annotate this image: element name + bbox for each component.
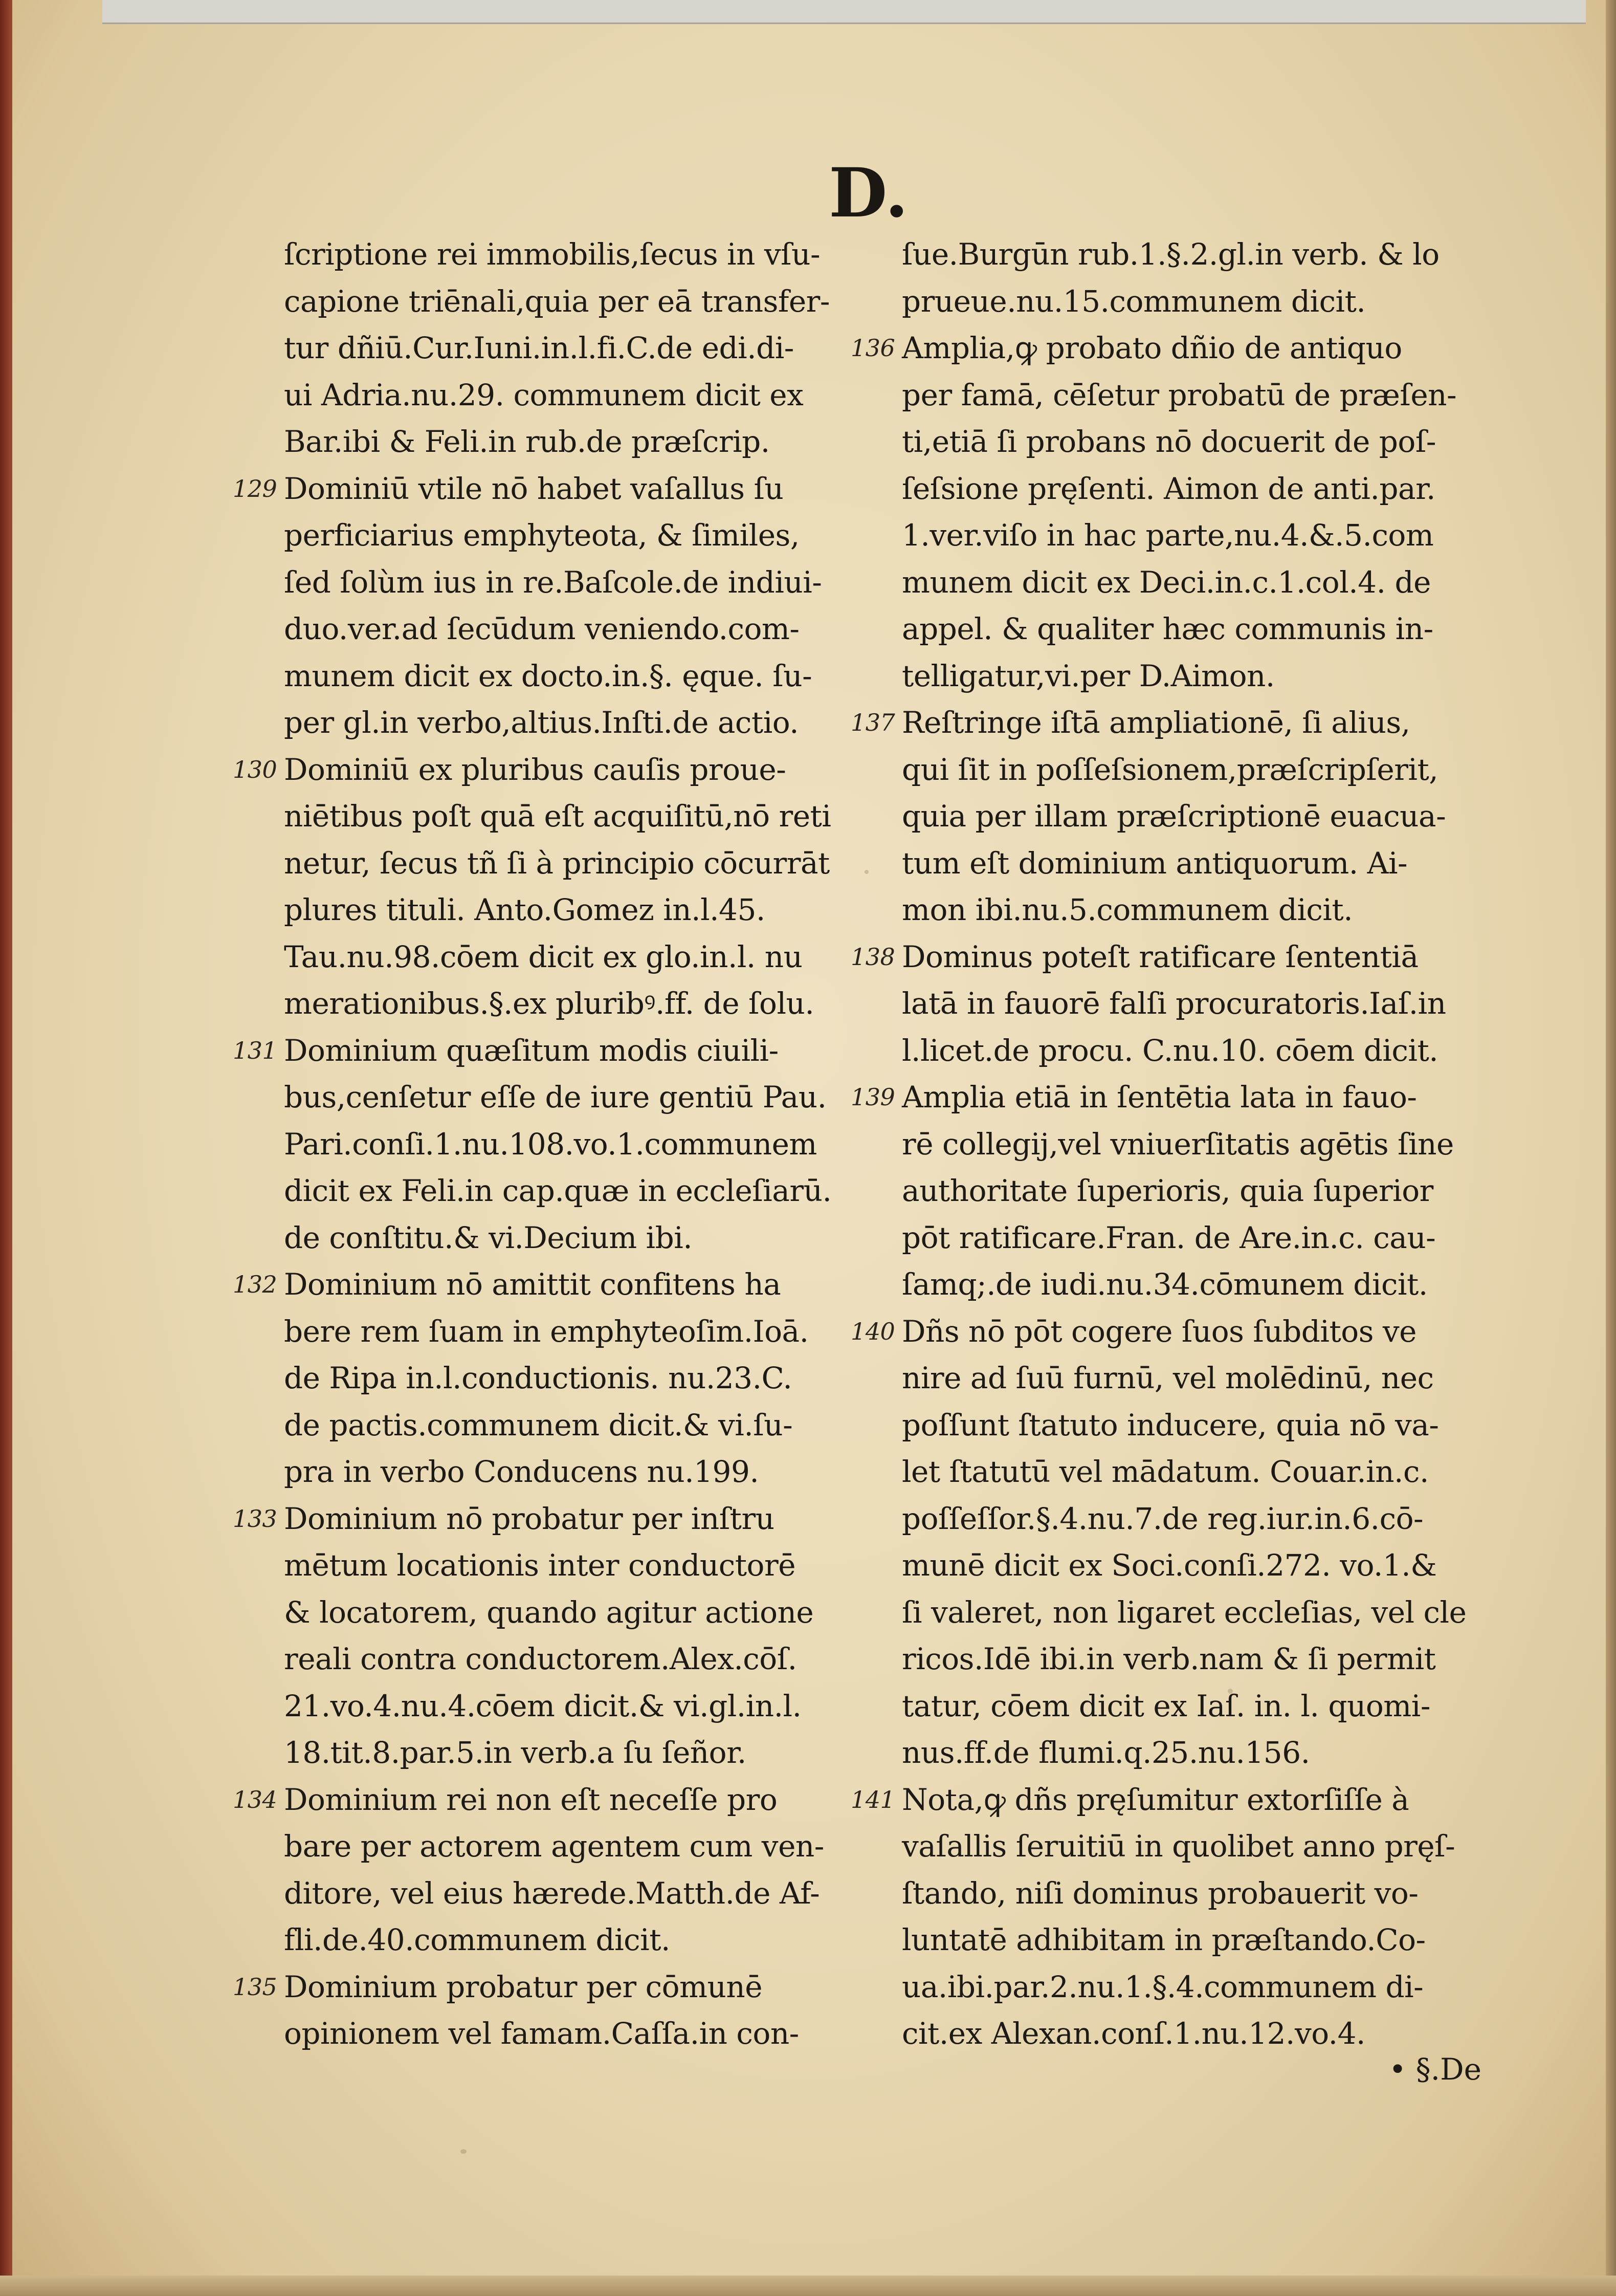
line-text: poſſunt ſtatuto inducere, quia nō va- xyxy=(902,1407,1439,1442)
text-line xyxy=(284,1308,918,1355)
line-text: de conſtitu.& vi.Decium ibi. xyxy=(284,1220,693,1255)
line-text: mon ibi.nu.5.communem dicit. xyxy=(902,892,1353,927)
line-text: luntatē adhibitam in præſtando.Co- xyxy=(902,1922,1426,1957)
line-text: & locatorem, quando agitur actione xyxy=(284,1594,814,1630)
line-text: ſue.Burgūn rub.1.§.2.gl.in verb. & lo xyxy=(902,237,1440,272)
text-line xyxy=(851,1308,1536,1355)
text-line xyxy=(284,1730,918,1777)
entry-number: 131 xyxy=(233,1036,277,1064)
text-line xyxy=(284,1636,918,1683)
entry-number: 141 xyxy=(851,1785,895,1813)
text-line xyxy=(284,1823,918,1870)
line-text: munem dicit ex docto.in.§. ęque. ſu- xyxy=(284,658,812,693)
text-line xyxy=(284,980,918,1027)
text-line xyxy=(284,840,918,887)
line-text: ſi valeret, non ligaret eccleſias, vel cle xyxy=(902,1594,1467,1630)
text-line xyxy=(902,1589,1536,1636)
line-text: ſamq;.de iudi.nu.34.cōmunem dicit. xyxy=(902,1267,1428,1302)
entry-number: 129 xyxy=(233,474,277,502)
line-text: l.licet.de procu. C.nu.10. cōem dicit. xyxy=(902,1033,1438,1068)
text-line xyxy=(902,1215,1536,1262)
binding-edge xyxy=(0,0,12,2296)
line-text: bere rem ſuam in emphyteoſim.Ioā. xyxy=(284,1314,809,1349)
line-text: ui Adria.nu.29. communem dicit ex xyxy=(284,377,804,412)
text-line xyxy=(902,231,1536,278)
line-text: prueue.nu.15.communem dicit. xyxy=(902,283,1366,319)
line-text: nus.ff.de flumi.q.25.nu.156. xyxy=(902,1735,1310,1770)
text-line xyxy=(233,1964,918,2011)
line-text: reali contra conductorem.Alex.cōſ. xyxy=(284,1642,797,1676)
line-text: let ſtatutū vel mādatum. Couar.in.c. xyxy=(902,1454,1429,1489)
line-text: ſed ſolùm ius in re.Baſcole.de indiui- xyxy=(284,564,822,600)
line-text: de pactis.communem dicit.& vi.ſu- xyxy=(284,1407,793,1442)
text-line xyxy=(902,1121,1536,1168)
line-text: Dominium nō amittit confitens ha xyxy=(284,1267,781,1302)
paper-speck xyxy=(460,2149,467,2154)
line-text: Dñs nō pōt cogere ſuos ſubditos ve xyxy=(902,1314,1416,1349)
text-line xyxy=(284,559,918,606)
line-text: bare per actorem agentem cum ven- xyxy=(284,1829,824,1864)
line-text: duo.ver.ad ſecūdum veniendo.com- xyxy=(284,611,800,646)
line-text: 1.ver.viſo in hac parte,nu.4.&.5.com xyxy=(902,518,1434,553)
text-line xyxy=(284,2010,918,2058)
text-line xyxy=(902,1027,1536,1075)
page-heading-letter: D. xyxy=(829,154,909,233)
text-line xyxy=(233,1496,918,1543)
line-text: quia per illam præſcriptionē euacua- xyxy=(902,799,1446,834)
line-text: vaſallis ſeruitiū in quolibet anno pręſ- xyxy=(902,1829,1455,1864)
text-line xyxy=(284,1917,918,1964)
text-line xyxy=(284,1168,918,1215)
text-line xyxy=(284,887,918,934)
text-line xyxy=(902,466,1536,513)
catchword: • §.De xyxy=(1389,2052,1481,2087)
text-line xyxy=(284,1355,918,1402)
text-line xyxy=(233,1777,918,1824)
text-line xyxy=(233,747,918,794)
entry-number: 132 xyxy=(233,1271,277,1298)
line-text: appel. & qualiter hæc communis in- xyxy=(902,611,1433,646)
line-text: fli.de.40.communem dicit. xyxy=(284,1922,670,1957)
text-line xyxy=(284,1870,918,1917)
text-line xyxy=(902,793,1536,840)
line-text: rē collegij,vel vniuerſitatis agētis ſine xyxy=(902,1126,1454,1162)
text-line xyxy=(902,2010,1536,2058)
entry-number: 136 xyxy=(851,334,895,362)
text-line xyxy=(284,1683,918,1730)
line-text: Dominium rei non eſt neceſſe pro xyxy=(284,1782,778,1817)
text-line xyxy=(284,793,918,840)
entry-number: 130 xyxy=(233,755,277,783)
text-line xyxy=(902,1730,1536,1777)
text-line xyxy=(902,1496,1536,1543)
text-line xyxy=(284,512,918,559)
text-line xyxy=(902,653,1536,700)
text-line xyxy=(902,559,1536,606)
text-line xyxy=(284,1449,918,1496)
text-line xyxy=(233,466,918,513)
text-line xyxy=(902,278,1536,325)
text-line xyxy=(902,419,1536,466)
line-text: Dominium nō probatur per inſtru xyxy=(284,1501,774,1536)
text-line xyxy=(284,419,918,466)
text-line xyxy=(284,1074,918,1121)
line-text: Dominiū vtile nō habet vaſallus ſu xyxy=(284,471,784,506)
text-line xyxy=(902,606,1536,653)
line-text: de Ripa in.l.conductionis. nu.23.C. xyxy=(284,1361,792,1395)
line-text: ſtando, niſi dominus probauerit vo- xyxy=(902,1875,1419,1911)
line-text: telligatur,vi.per D.Aimon. xyxy=(902,658,1275,693)
line-text: poſſeſſor.§.4.nu.7.de reg.iur.in.6.cō- xyxy=(902,1501,1424,1536)
line-text: latā in fauorē falſi procuratoris.Iaſ.in xyxy=(902,986,1446,1021)
line-text: pōt ratificare.Fran. de Are.in.c. cau- xyxy=(902,1220,1436,1255)
line-text: ſcriptione rei immobilis,ſecus in vſu- xyxy=(284,237,821,272)
line-text: bus,cenſetur eſſe de iure gentiū Pau. xyxy=(284,1080,827,1114)
line-text: tatur, cōem dicit ex Iaſ. in. l. quomi- xyxy=(902,1688,1430,1723)
text-line xyxy=(902,1355,1536,1402)
line-text: plures tituli. Anto.Gomez in.l.45. xyxy=(284,892,765,927)
left-text-column xyxy=(233,231,918,2058)
line-text: tur dñiū.Cur.Iuni.in.l.fi.C.de edi.di- xyxy=(284,331,794,365)
text-line xyxy=(902,1261,1536,1308)
text-line xyxy=(851,934,1536,981)
line-text: cit.ex Alexan.conſ.1.nu.12.vo.4. xyxy=(902,2016,1365,2051)
line-text: Dominiū ex pluribus cauſis proue- xyxy=(284,752,786,787)
line-text: capione triēnali,quia per eā transfer- xyxy=(284,283,830,319)
line-text: munem dicit ex Deci.in.c.1.col.4. de xyxy=(902,564,1431,600)
text-line xyxy=(851,1074,1536,1121)
line-text: per gl.in verbo,altius.Inſti.de actio. xyxy=(284,705,799,740)
line-text: qui ſit in poſſeſsionem,præſcripſerit, xyxy=(902,752,1438,787)
entry-number: 133 xyxy=(233,1504,277,1533)
line-text: tum eſt dominium antiquorum. Ai- xyxy=(902,845,1408,881)
line-text: ricos.Idē ibi.in verb.nam & ſi permit xyxy=(902,1642,1436,1676)
text-line xyxy=(284,699,918,747)
line-text: merationibus.§.ex pluribꝰ.ff. de ſolu. xyxy=(284,986,814,1021)
text-line xyxy=(284,372,918,419)
top-paper-strip xyxy=(102,0,1586,24)
line-text: Reſtringe iſtā ampliationē, ſi alius, xyxy=(902,705,1410,740)
text-line xyxy=(284,278,918,325)
text-line xyxy=(902,747,1536,794)
line-text: munē dicit ex Soci.conſi.272. vo.1.& xyxy=(902,1548,1437,1583)
page-fore-edge xyxy=(1606,0,1616,2296)
line-text: per famā, cēſetur probatū de præſen- xyxy=(902,377,1457,412)
right-text-column xyxy=(851,231,1536,2058)
line-text: Dominus poteſt ratificare ſententiā xyxy=(902,939,1419,974)
text-line xyxy=(284,325,918,372)
line-text: Bar.ibi & Feli.in rub.de præſcrip. xyxy=(284,424,770,459)
text-line xyxy=(902,1964,1536,2011)
text-line xyxy=(284,231,918,278)
line-text: netur, ſecus tñ ſi à principio cōcurrāt xyxy=(284,845,830,881)
line-text: ſeſsione pręſenti. Aimon de anti.par. xyxy=(902,471,1435,506)
line-text: ti,etiā ſi probans nō docuerit de poſ- xyxy=(902,424,1436,459)
text-line xyxy=(902,1402,1536,1449)
text-line xyxy=(902,1168,1536,1215)
line-text: niētibus poſt quā eſt acquiſitū,nō reti xyxy=(284,799,831,834)
text-line xyxy=(902,887,1536,934)
line-text: mētum locationis inter conductorē xyxy=(284,1548,796,1583)
text-line xyxy=(284,653,918,700)
line-text: ua.ibi.par.2.nu.1.§.4.communem di- xyxy=(902,1969,1424,2004)
text-line xyxy=(284,1542,918,1589)
text-line xyxy=(284,1589,918,1636)
text-line xyxy=(284,1121,918,1168)
text-line xyxy=(902,1636,1536,1683)
line-text: perficiarius emphyteota, & ſimiles, xyxy=(284,518,800,553)
page-bottom-edge xyxy=(0,2276,1616,2296)
text-line xyxy=(851,1777,1536,1824)
line-text: pra in verbo Conducens nu.199. xyxy=(284,1454,759,1489)
text-line xyxy=(902,372,1536,419)
text-line xyxy=(902,1870,1536,1917)
line-text: Tau.nu.98.cōem dicit ex glo.in.l. nu xyxy=(284,939,803,974)
text-line xyxy=(284,1402,918,1449)
text-line xyxy=(902,1823,1536,1870)
text-line xyxy=(902,1683,1536,1730)
line-text: ditore, vel eius hærede.Matth.de Af- xyxy=(284,1875,820,1911)
entry-number: 135 xyxy=(233,1973,277,2001)
text-line xyxy=(902,840,1536,887)
text-line xyxy=(902,1917,1536,1964)
text-line xyxy=(284,1215,918,1262)
entry-number: 140 xyxy=(851,1317,895,1345)
entry-number: 139 xyxy=(851,1083,895,1111)
line-text: authoritate ſuperioris, quia ſuperior xyxy=(902,1173,1433,1208)
entry-number: 138 xyxy=(851,943,895,971)
line-text: Pari.conſi.1.nu.108.vo.1.communem xyxy=(284,1126,817,1162)
line-text: 21.vo.4.nu.4.cōem dicit.& vi.gl.in.l. xyxy=(284,1688,802,1723)
entry-number: 137 xyxy=(851,709,895,736)
text-line xyxy=(233,1027,918,1075)
line-text: dicit ex Feli.in cap.quæ in eccleſiarū. xyxy=(284,1173,832,1208)
line-text: Amplia etiā in ſentētia lata in fauo- xyxy=(902,1080,1417,1114)
line-text: opinionem vel famam.Caſſa.in con- xyxy=(284,2016,799,2051)
entry-number: 134 xyxy=(233,1785,277,1813)
text-line xyxy=(284,606,918,653)
line-text: Amplia,ꝙ probato dñio de antiquo xyxy=(902,331,1402,365)
text-line xyxy=(851,325,1536,372)
text-line xyxy=(902,1449,1536,1496)
line-text: 18.tit.8.par.5.in verb.a ſu ſeñor. xyxy=(284,1735,746,1770)
text-line xyxy=(902,1542,1536,1589)
text-line xyxy=(284,934,918,981)
line-text: Dominium quæſitum modis ciuili- xyxy=(284,1033,779,1068)
line-text: nire ad ſuū furnū, vel molēdinū, nec xyxy=(902,1361,1434,1395)
text-line xyxy=(233,1261,918,1308)
line-text: Dominium probatur per cōmunē xyxy=(284,1969,763,2004)
line-text: Nota,ꝙ dñs pręſumitur extorſiſſe à xyxy=(902,1782,1409,1817)
text-line xyxy=(851,699,1536,747)
text-line xyxy=(902,980,1536,1027)
text-line xyxy=(902,512,1536,559)
